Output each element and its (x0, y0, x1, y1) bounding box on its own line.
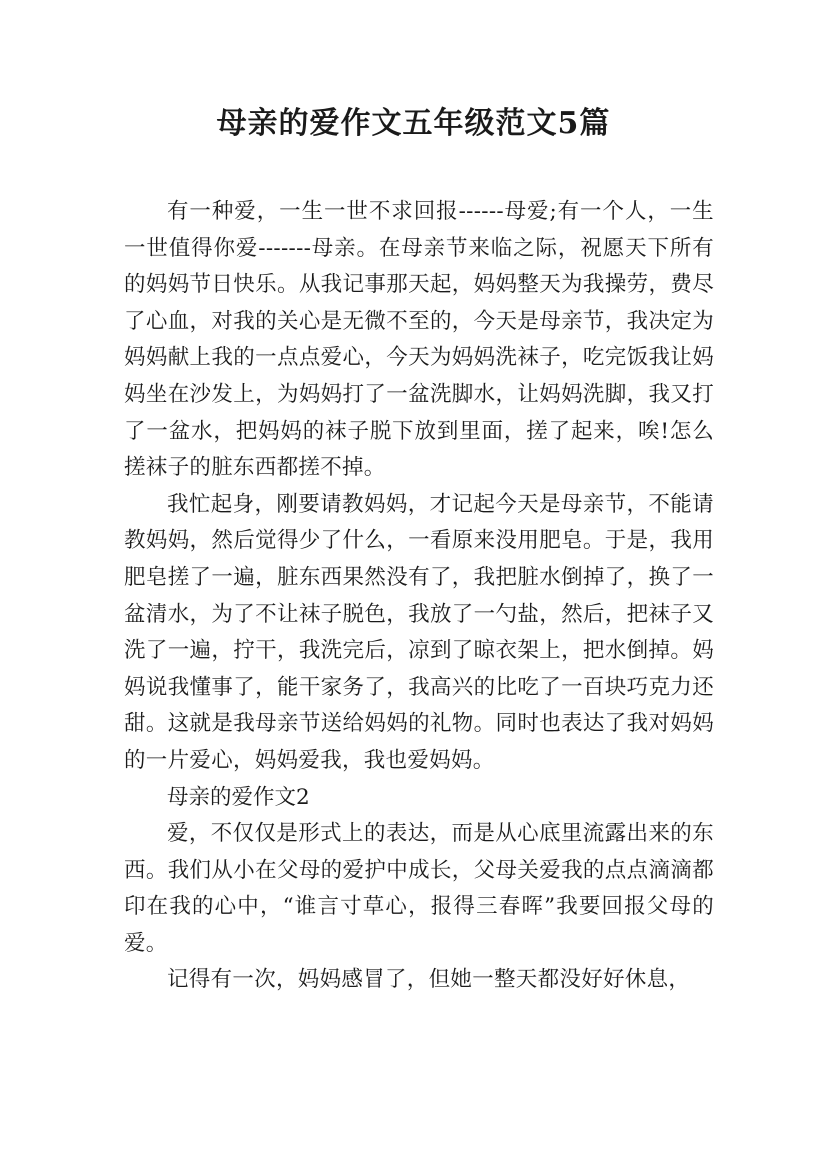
section-subheading: 母亲的爱作文2 (167, 784, 310, 810)
paragraph-3: 爱，不仅仅是形式上的表达，而是从心底里流露出来的东西。我们从小在父母的爱护中成长，父母关爱我的点点滴滴都印在我的心中，“谁言寸草心，报得三春晖”我要回报父母的爱。 (124, 821, 714, 956)
paragraph-2: 我忙起身，刚要请教妈妈，才记起今天是母亲节，不能请教妈妈，然后觉得少了什么，一看原来没用肥皂。于是，我用肥皂搓了一遍，脏东西果然没有了，我把脏水倒掉了，换了一盆清水，为了不让袜子脱色，我放了一勺盐，然后，把袜子又洗了一遍，拧干，我洗完后，凉到了晾衣架上，把水倒掉。妈妈说我懂事了，能干家务了，我高兴的比吃了一百块巧克力还甜。这就是我母亲节送给妈妈的礼物。同时也表达了我对妈妈的一片爱心，妈妈爱我，我也爱妈妈。 (124, 491, 714, 773)
paragraph-1: 有一种爱，一生一世不求回报------母爱;有一个人，一生一世值得你爱-------母亲。在母亲节来临之际，祝愿天下所有的妈妈节日快乐。从我记事那天起，妈妈整天为我操劳，费尽了心血，对我的关心是无微不至的，今天是母亲节，我决定为妈妈献上我的一点点爱心，今天为妈妈洗袜子，吃完饭我让妈妈坐在沙发上，为妈妈打了一盆洗脚水，让妈妈洗脚，我又打了一盆水，把妈妈的袜子脱下放到里面，搓了起来，唉!怎么搓袜子的脏东西都搓不掉。 (124, 199, 714, 481)
document-title: 母亲的爱作文五年级范文5篇 (216, 106, 611, 141)
paragraph-4: 记得有一次，妈妈感冒了，但她一整天都没好好休息， (167, 967, 691, 993)
document-body (124, 194, 714, 999)
